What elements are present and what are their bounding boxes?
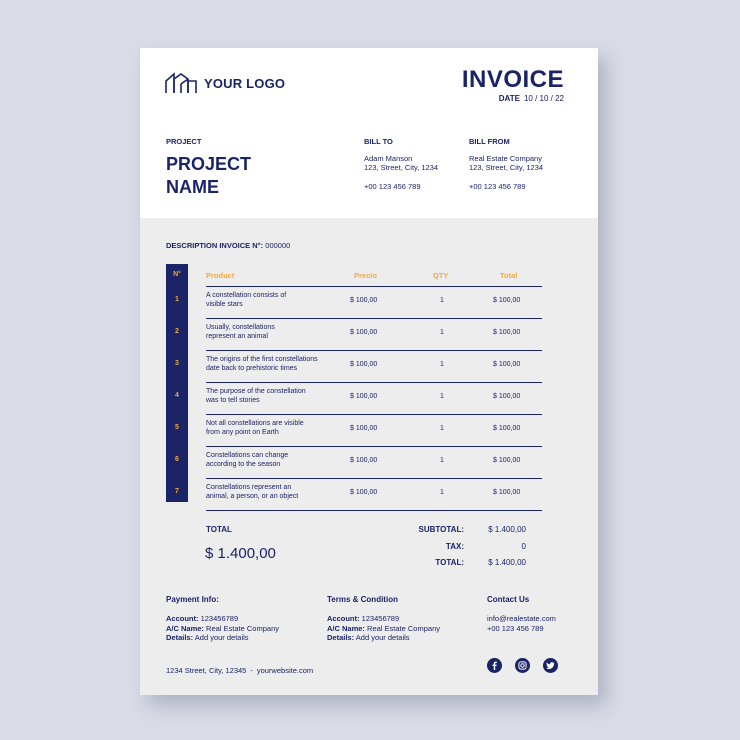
bill-to-phone: +00 123 456 789: [364, 181, 421, 191]
row-description-line2: visible stars: [206, 300, 243, 308]
row-divider: [206, 350, 542, 351]
payment-details-label: Details:: [166, 633, 194, 642]
payment-ac-name: Real Estate Company: [206, 623, 279, 633]
terms-info: [327, 614, 440, 643]
row-total: $ 100,00: [493, 489, 521, 496]
row-divider: [206, 382, 542, 383]
invoice-date: [499, 94, 564, 103]
row-price: $ 100,00: [350, 297, 378, 304]
row-number: 3: [175, 360, 179, 367]
terms-details: Add your details: [355, 633, 410, 642]
row-number: 5: [175, 424, 179, 431]
terms-ac-name-label: A/C Name:: [327, 623, 365, 633]
social-links: [487, 658, 558, 673]
row-description: [206, 292, 336, 309]
row-total: $ 100,00: [493, 297, 521, 304]
header-divider: [206, 286, 542, 287]
row-price: $ 100,00: [350, 393, 378, 400]
row-divider: [206, 414, 542, 415]
payment-account: 123456789: [200, 614, 239, 623]
number-header: N°: [173, 271, 181, 278]
row-price: $ 100,00: [350, 457, 378, 464]
row-description-line1: Constellations represent an: [206, 484, 292, 491]
grand-total-value: $ 1.400,00: [488, 558, 526, 567]
bill-from-phone: +00 123 456 789: [469, 181, 526, 191]
row-price: $ 100,00: [350, 329, 378, 336]
project-label: PROJECT: [166, 137, 202, 146]
row-divider: [206, 510, 542, 511]
row-description: [206, 420, 336, 437]
row-description-line1: Usually, constellations: [206, 324, 275, 331]
logo: [165, 72, 285, 94]
facebook-icon[interactable]: [487, 658, 502, 673]
row-description: [206, 388, 336, 405]
row-description-line2: from any point on Earth: [206, 428, 279, 436]
date-value: 10 / 10 / 22: [523, 94, 564, 103]
row-divider: [206, 318, 542, 319]
terms-ac-name: Real Estate Company: [367, 623, 440, 633]
bill-to-block: [364, 137, 438, 191]
contact-info: [487, 614, 556, 633]
tax-label: TAX:: [445, 542, 464, 551]
terms-details-label: Details:: [327, 633, 355, 642]
row-qty: 1: [440, 329, 444, 336]
project-name: [166, 153, 306, 199]
row-number: 2: [175, 328, 179, 335]
row-qty: 1: [440, 393, 444, 400]
row-description-line1: Constellations can change: [206, 452, 289, 459]
total-amount: $ 1.400,00: [205, 545, 276, 562]
row-qty: 1: [440, 489, 444, 496]
row-number: 7: [175, 488, 179, 495]
footer-separator: -: [250, 666, 253, 675]
instagram-icon[interactable]: [515, 658, 530, 673]
contact-email[interactable]: info@realestate.com: [487, 614, 556, 623]
bill-from-address: 123, Street, City, 1234: [469, 163, 544, 172]
price-header: Precio: [354, 271, 377, 280]
row-description: [206, 324, 336, 341]
date-label: DATE: [498, 94, 520, 103]
row-description-line2: represent an animal: [206, 332, 268, 340]
terms-account-label: Account:: [327, 614, 360, 623]
row-description-line1: Not all constellations are visible: [206, 420, 304, 427]
payment-info: [166, 614, 279, 643]
number-column: [166, 264, 188, 502]
row-description-line2: was to tell stories: [206, 396, 260, 404]
total-header: Total: [500, 271, 518, 280]
description-invoice-number: [166, 241, 290, 250]
row-description-line1: The origins of the first constellations: [206, 356, 318, 363]
invoice-number: 000000: [265, 241, 291, 250]
row-divider: [206, 446, 542, 447]
row-total: $ 100,00: [493, 457, 521, 464]
row-qty: 1: [440, 457, 444, 464]
contact-phone: +00 123 456 789: [487, 623, 544, 633]
bill-to-label: BILL TO: [364, 137, 393, 146]
bill-to-address: 123, Street, City, 1234: [364, 163, 439, 172]
bill-to-name: Adam Manson: [364, 153, 413, 163]
row-description-line2: animal, a person, or an object: [206, 492, 299, 500]
logo-text: YOUR LOGO: [204, 75, 286, 91]
invoice-document: [140, 48, 598, 695]
row-total: $ 100,00: [493, 329, 521, 336]
row-number: 1: [175, 296, 179, 303]
row-description: [206, 452, 336, 469]
terms-account: 123456789: [361, 614, 400, 623]
row-price: $ 100,00: [350, 361, 378, 368]
payment-details: Add your details: [194, 633, 249, 642]
row-number: 6: [175, 456, 179, 463]
footer-website[interactable]: yourwebsite.com: [256, 666, 314, 675]
row-total: $ 100,00: [493, 425, 521, 432]
house-logo-icon: [165, 72, 198, 94]
payment-info-title: Payment Info:: [166, 595, 219, 604]
bill-from-label: BILL FROM: [469, 137, 510, 146]
payment-account-label: Account:: [166, 614, 199, 623]
row-description-line2: according to the season: [206, 460, 281, 468]
row-description-line1: The purpose of the constellation: [206, 388, 306, 395]
tax-value: 0: [521, 542, 526, 551]
subtotal-value: $ 1.400,00: [488, 525, 526, 534]
row-price: $ 100,00: [350, 425, 378, 432]
row-price: $ 100,00: [350, 489, 378, 496]
row-description: [206, 484, 336, 501]
row-total: $ 100,00: [493, 393, 521, 400]
bill-from-name: Real Estate Company: [469, 153, 542, 163]
project-name-line2: NAME: [166, 177, 219, 197]
row-description: [206, 356, 336, 373]
bill-from-block: [469, 137, 543, 191]
row-description-line2: date back to prehistoric times: [206, 364, 298, 372]
row-qty: 1: [440, 297, 444, 304]
row-qty: 1: [440, 361, 444, 368]
row-description-line1: A constellation consists of: [206, 292, 287, 299]
payment-ac-name-label: A/C Name:: [166, 623, 204, 633]
description-label: DESCRIPTION INVOICE N°:: [166, 241, 264, 250]
invoice-title: INVOICE: [461, 66, 564, 93]
total-label: TOTAL: [206, 525, 232, 534]
row-number: 4: [175, 392, 179, 399]
terms-title: Terms & Condition: [327, 595, 398, 604]
footer-street: 1234 Street, City, 12345: [166, 666, 247, 675]
product-header: Product: [206, 271, 235, 280]
row-qty: 1: [440, 425, 444, 432]
row-divider: [206, 478, 542, 479]
row-total: $ 100,00: [493, 361, 521, 368]
twitter-icon[interactable]: [543, 658, 558, 673]
subtotal-label: SUBTOTAL:: [418, 525, 464, 534]
grand-total-label: TOTAL:: [435, 558, 464, 567]
contact-title: Contact Us: [487, 595, 530, 604]
qty-header: QTY: [433, 271, 449, 280]
project-name-line1: PROJECT: [166, 154, 252, 174]
footer-address: [166, 666, 313, 675]
